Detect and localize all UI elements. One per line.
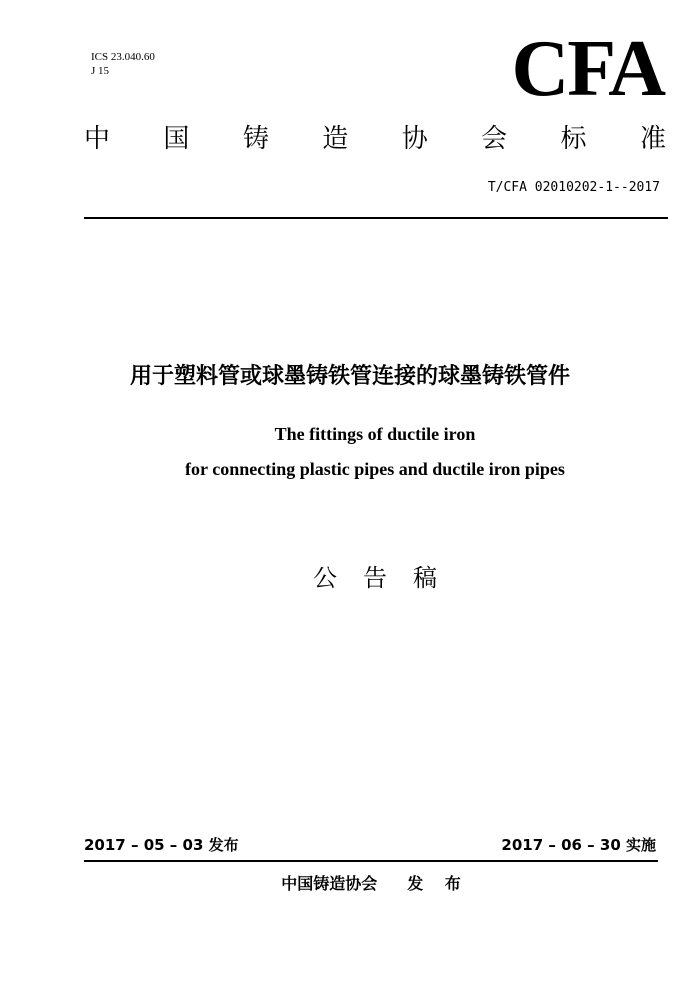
issuing-organization: [0, 873, 700, 895]
implementation-date: 2017 – 06 – 30 实施: [501, 836, 656, 854]
heading-char: 国: [163, 124, 190, 154]
standard-number: T/CFA 02010202-1--2017: [487, 180, 660, 195]
heading-char: 准: [639, 124, 666, 154]
document-title-english-line2: for connecting plastic pipes and ductile iron pipes: [185, 459, 565, 479]
heading-char: 铸: [242, 124, 269, 154]
cfa-logo: CFA: [511, 25, 664, 113]
ics-code: ICS 23.040.60: [91, 51, 155, 63]
heading-char: 会: [481, 124, 508, 154]
document-title-english-line1: The fittings of ductile iron: [274, 424, 476, 444]
issuer-action: 发 布: [407, 874, 469, 893]
issuer-name: 中国铸造协会: [281, 874, 378, 893]
heading-char: 标: [560, 124, 587, 154]
ccs-code: J 15: [91, 65, 110, 77]
association-standard-heading: [84, 122, 666, 156]
footer-rule: [84, 860, 658, 862]
heading-char: 造: [322, 124, 349, 154]
document-title-chinese: 用于塑料管或球墨铸铁管连接的球墨铸铁管件: [129, 364, 570, 389]
heading-char: 中: [84, 124, 111, 154]
draft-status-label: 公告稿: [313, 564, 463, 592]
publish-date: 2017 – 05 – 03 发布: [84, 836, 239, 854]
heading-char: 协: [401, 124, 428, 154]
header-rule: [84, 217, 668, 219]
classification-codes: [91, 50, 155, 78]
